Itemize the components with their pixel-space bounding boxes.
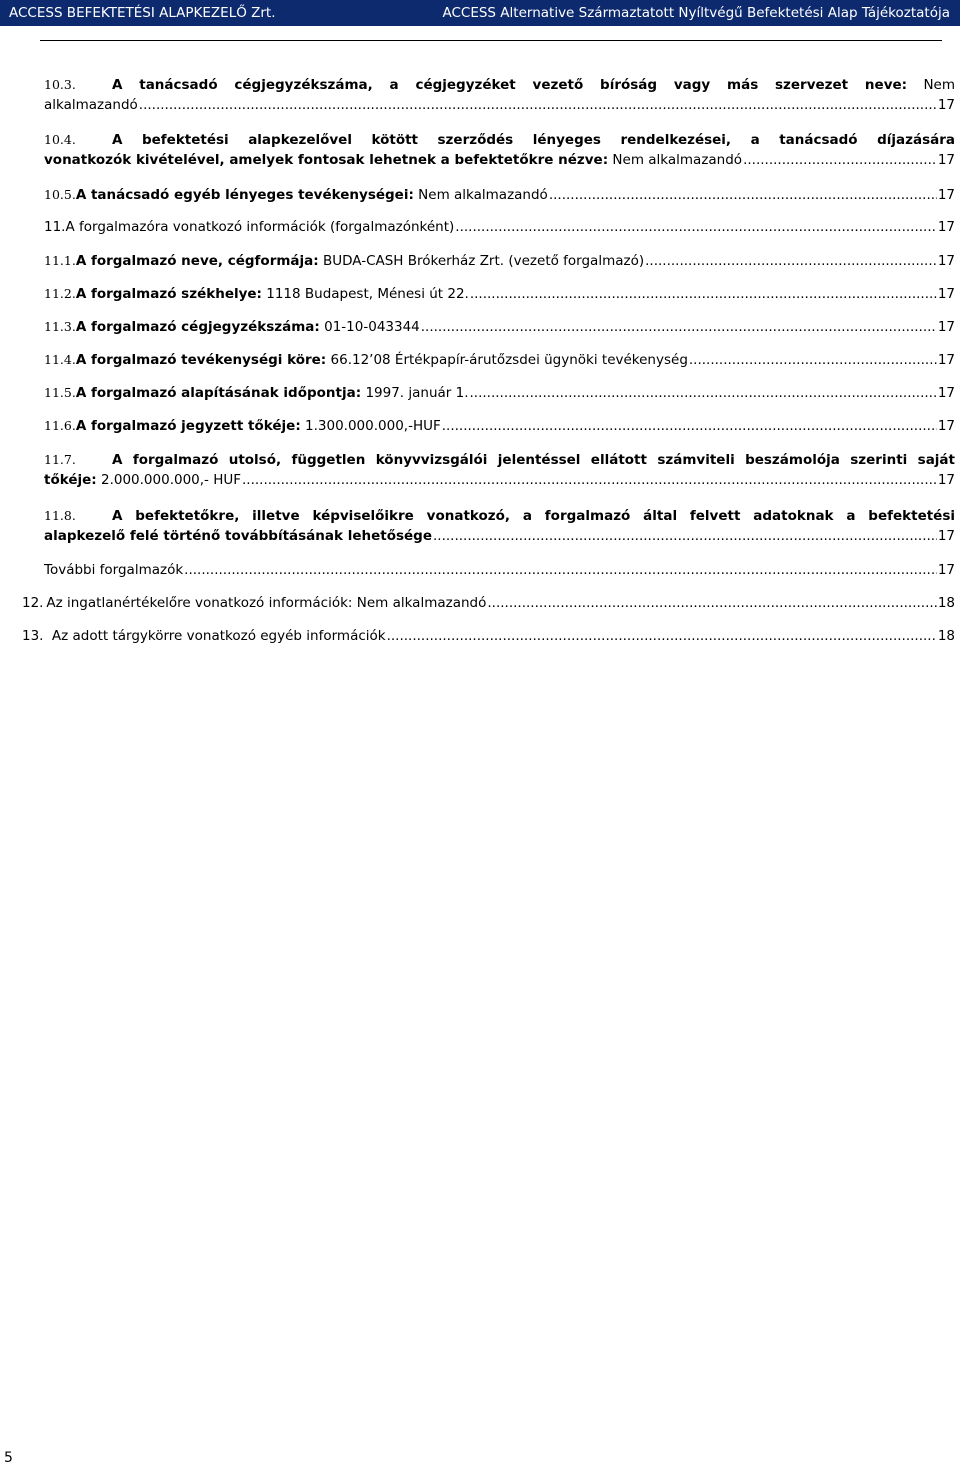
toc-number: 11.5. xyxy=(44,385,76,400)
toc-title: vonatkozók kivételével, amelyek fontosak lehetnek a befektetőkre nézve: xyxy=(44,152,609,168)
toc-title: A forgalmazó tevékenységi köre: xyxy=(75,352,327,368)
toc-number: 11.3. xyxy=(44,319,76,334)
toc-line xyxy=(44,560,955,581)
toc-number: 11.6. xyxy=(44,418,76,433)
toc-number: 10.5. xyxy=(44,187,76,202)
toc-page: 17 xyxy=(937,385,955,401)
toc-title: alapkezelő felé történő továbbításának lehetősége xyxy=(44,528,432,544)
toc-entry-11[interactable] xyxy=(44,217,955,238)
toc-page: 18 xyxy=(937,595,955,611)
toc-page: 17 xyxy=(937,418,955,434)
toc-title: A tanácsadó cégjegyzékszáma, a cégjegyzéket vezető bíróság vagy más szervezet neve: xyxy=(112,77,908,93)
dot-leader xyxy=(549,185,937,206)
toc-entry-11-6[interactable] xyxy=(44,415,955,436)
toc-title-rest: BUDA-CASH Brókerház Zrt. (vezető forgalmazó) xyxy=(322,253,645,269)
toc-page: 17 xyxy=(937,319,955,335)
toc-title-rest: alkalmazandó xyxy=(44,97,138,113)
toc-number: 11.8. xyxy=(44,508,76,523)
dot-leader xyxy=(387,626,937,647)
toc-entry-11-8[interactable] xyxy=(44,505,955,547)
dot-leader xyxy=(455,217,937,238)
page-number: 5 xyxy=(4,1450,13,1466)
toc-page: 17 xyxy=(937,253,955,269)
toc-number: 11.7. xyxy=(44,452,76,467)
toc-line xyxy=(44,382,955,403)
toc-entry-10-3[interactable] xyxy=(44,74,955,116)
toc-entry-10-4[interactable] xyxy=(44,129,955,171)
toc-entry-11-2[interactable] xyxy=(44,283,955,304)
dot-leader xyxy=(442,416,937,437)
toc-title: Az adott tárgykörre vonatkozó egyéb információk xyxy=(51,628,386,644)
toc-line xyxy=(44,316,955,337)
toc-entry-12[interactable] xyxy=(22,593,955,614)
toc-line xyxy=(44,95,955,116)
toc-line xyxy=(44,283,955,304)
toc-line xyxy=(44,217,955,238)
toc-title-rest: 66.12’08 Értékpapír-árutőzsdei ügynöki tevékenység xyxy=(330,352,688,368)
dot-leader xyxy=(487,593,936,614)
toc-page: 17 xyxy=(937,472,955,488)
toc-page: 17 xyxy=(937,97,955,113)
dot-leader xyxy=(470,383,937,404)
dot-leader xyxy=(242,470,937,491)
toc-number: 11.1. xyxy=(44,253,76,268)
toc-line xyxy=(44,526,955,547)
toc-line xyxy=(22,593,955,614)
dot-leader xyxy=(470,284,937,305)
toc-entry-11-1[interactable] xyxy=(44,250,955,271)
toc-title: A befektetőkre, illetve képviselőikre vonatkozó, a forgalmazó által felvett adatoknak a befektetési xyxy=(112,508,955,524)
toc-page: 17 xyxy=(937,562,955,578)
toc-entry-11-5[interactable] xyxy=(44,382,955,403)
toc-line xyxy=(44,250,955,271)
toc-number: 13. xyxy=(22,628,44,644)
toc-entry-tovabbi-forgalmazok[interactable] xyxy=(44,560,955,581)
toc-entry-11-4[interactable] xyxy=(44,349,955,370)
toc-page: 18 xyxy=(937,628,955,644)
toc-title-rest: 1997. január 1. xyxy=(365,385,469,401)
toc-title: A forgalmazó cégjegyzékszáma: xyxy=(75,319,320,335)
toc-line xyxy=(44,505,955,526)
toc-title-rest: Nem alkalmazandó xyxy=(612,152,743,168)
toc-number: 10.3. xyxy=(44,77,76,92)
toc-entry-11-3[interactable] xyxy=(44,316,955,337)
toc-number: 11.4. xyxy=(44,352,76,367)
header-company-name: ACCESS BEFEKTETÉSI ALAPKEZELŐ Zrt. xyxy=(9,5,276,21)
dot-leader xyxy=(421,317,937,338)
toc-page: 17 xyxy=(937,352,955,368)
toc-title: A tanácsadó egyéb lényeges tevékenységei: xyxy=(75,187,414,203)
toc-line xyxy=(22,626,955,647)
toc-line xyxy=(44,349,955,370)
toc-page: 17 xyxy=(937,219,955,235)
toc-page: 17 xyxy=(937,528,955,544)
toc-line xyxy=(44,184,955,205)
dot-leader xyxy=(743,150,937,171)
toc-title: A forgalmazó alapításának időpontja: xyxy=(75,385,362,401)
toc-title-rest: 01-10-043344 xyxy=(324,319,420,335)
toc-title: A forgalmazóra vonatkozó információk (forgalmazónként) xyxy=(65,219,455,235)
toc-title-rest: 1118 Budapest, Ménesi út 22. xyxy=(266,286,469,302)
toc-title: A forgalmazó utolsó, független könyvvizsgálói jelentéssel ellátott számviteli beszámolója szerinti saját xyxy=(112,452,955,468)
toc-line xyxy=(44,74,955,95)
toc-page: 17 xyxy=(937,286,955,302)
toc-number: 10.4. xyxy=(44,132,76,147)
toc-title-rest: 2.000.000.000,- HUF xyxy=(100,472,242,488)
toc-title: Az ingatlanértékelőre vonatkozó információk: Nem alkalmazandó xyxy=(46,595,487,611)
toc-title: További forgalmazók xyxy=(44,562,184,578)
dot-leader xyxy=(645,251,937,272)
dot-leader xyxy=(689,350,937,371)
toc-title: A befektetési alapkezelővel kötött szerződés lényeges rendelkezései, a tanácsadó díjazására xyxy=(112,132,955,148)
toc-entry-11-7[interactable] xyxy=(44,449,955,491)
dot-leader xyxy=(184,560,937,581)
toc-title: A forgalmazó székhelye: xyxy=(75,286,262,302)
toc-title: A forgalmazó jegyzett tőkéje: xyxy=(75,418,301,434)
toc-entry-10-5[interactable] xyxy=(44,184,955,205)
header-rule xyxy=(40,40,942,41)
toc-title: A forgalmazó neve, cégformája: xyxy=(75,253,319,269)
dot-leader xyxy=(433,526,937,547)
toc-number: 12. xyxy=(22,595,44,611)
toc-number: 11. xyxy=(44,219,66,235)
toc-line xyxy=(44,129,955,150)
toc-line xyxy=(44,470,955,491)
header-document-title: ACCESS Alternative Származtatott Nyíltvégű Befektetési Alap Tájékoztatója xyxy=(442,5,950,21)
dot-leader xyxy=(139,95,937,116)
toc-page: 17 xyxy=(937,187,955,203)
toc-entry-13[interactable] xyxy=(22,626,955,647)
toc-title-rest: Nem alkalmazandó xyxy=(418,187,548,203)
toc-title: tőkéje: xyxy=(44,472,97,488)
toc-line xyxy=(44,150,955,171)
toc-title-rest: Nem xyxy=(923,77,955,93)
toc-number: 11.2. xyxy=(44,286,76,301)
toc-title-rest: 1.300.000.000,-HUF xyxy=(305,418,441,434)
toc-line xyxy=(44,449,955,470)
toc-line xyxy=(44,415,955,436)
toc-page: 17 xyxy=(937,152,955,168)
document-header xyxy=(0,0,960,26)
